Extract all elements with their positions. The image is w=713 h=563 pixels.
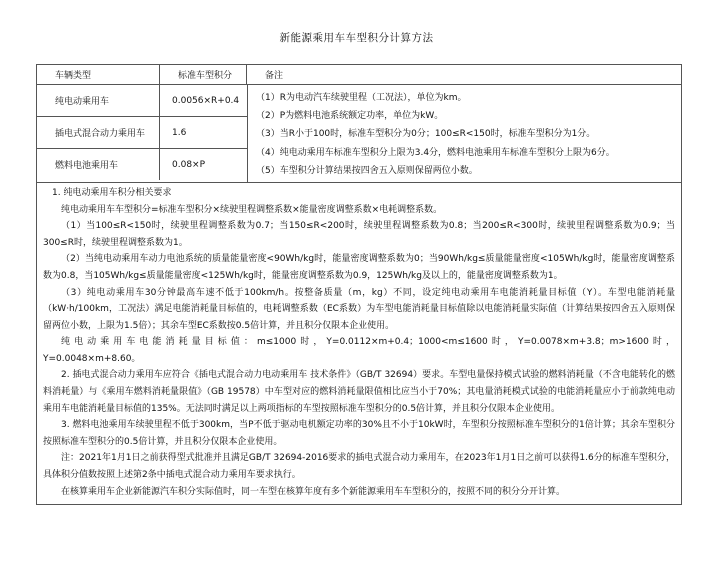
- paragraph: 在核算乘用车企业新能源汽车积分实际值时，同一车型在核算年度有多个新能源乘用车车型积分的，按照不同的积分分开计算。: [61, 486, 566, 497]
- scoring-document: [36, 64, 682, 505]
- note-line: （5）车型积分计算结果按四舍五入原则保留两位小数。: [256, 165, 478, 176]
- note-line: （1）R为电动汽车续驶里程（工况法），单位为km。: [256, 93, 467, 103]
- table-row: [37, 85, 247, 117]
- paragraph: （1）当100≤R<150时，续驶里程调整系数为0.7；当150≤R<200时，续驶里程调整系数为0.8；当200≤R<300时，续驶里程调整系数为0.9；当300≤R时，续驶里程调整系数为1。: [43, 221, 675, 248]
- vehicle-rows: [37, 85, 248, 182]
- header-notes: 备注: [265, 71, 284, 81]
- vehicle-type-cell: 纯电动乘用车: [37, 85, 160, 116]
- paragraph: 纯电动乘用车电能消耗量目标值：m≤1000时，Y=0.0112×m+0.4；1000<m≤1600时，Y=0.0078×m+3.8；m>1600时，Y=0.0048×m+8.60。: [43, 337, 675, 364]
- header-standard-score: 标准车型积分: [160, 65, 247, 84]
- paragraph: 纯电动乘用车车型积分=标准车型积分×续驶里程调整系数×能量密度调整系数×电耗调整系数。: [61, 204, 443, 215]
- table-row: [37, 149, 247, 180]
- score-formula-cell: 1.6: [172, 127, 187, 138]
- notes-cell: [248, 85, 681, 182]
- paragraph: 2. 插电式混合动力乘用车应符合《插电式混合动力电动乘用车 技术条件》（GB/T 32694）要求。车型电量保持模式试验的燃料消耗量（不含电能转化的燃料消耗量）与《乘用车燃料消耗量限值》（GB 19578）中车型对应的燃料消耗量限值相比应当小于70%；其电量消耗模式试验的电能消耗量应小于前款纯电动乘用车电能消耗量目标值的135%。无法同时满足以上两项指标的车型按照标准车型积分的0.5倍计算，并且积分仅限本企业使用。: [43, 370, 675, 414]
- paragraph: 3. 燃料电池乘用车续驶里程不低于300km，当P不低于驱动电机额定功率的30%且不小于10kW时，车型积分按照标准车型积分的1倍计算；其余车型积分按照标准车型积分的0.5倍计算，并且积分仅限本企业使用。: [43, 420, 675, 447]
- section-heading: 1. 纯电动乘用车积分相关要求: [52, 187, 172, 198]
- table-header-row: [37, 65, 681, 85]
- note-line: （2）P为燃料电池系统额定功率，单位为kW。: [256, 111, 444, 122]
- note-line: （3）当R小于100时，标准车型积分为0分；100≤R<150时，标准车型积分为1分。: [256, 129, 596, 140]
- vehicle-type-cell: 燃料电池乘用车: [37, 149, 160, 180]
- table-body: [37, 85, 681, 183]
- page-title: 新能源乘用车车型积分计算方法: [279, 32, 434, 44]
- table-row: [37, 117, 247, 149]
- paragraph: （2）当纯电动乘用车动力电池系统的质量能量密度<90Wh/kg时，能量密度调整系数为0；当90Wh/kg≤质量能量密度<105Wh/kg时，能量密度调整系数为0.8，当105Wh/kg≤质量能量密度<125Wh/kg时，能量密度调整系数为0.9，125Wh/kg及以上的，能量密度调整系数为1。: [43, 254, 675, 281]
- paragraph: 注：2021年1月1日之前获得型式批准并且满足GB/T 32694-2016要求的插电式混合动力乘用车，在2023年1月1日之前可以获得1.6分的标准车型积分，具体积分值数按照上述第2条中插电式混合动力乘用车要求执行。: [43, 453, 675, 481]
- paragraph: （3）纯电动乘用车30分钟最高车速不低于100km/h。按整备质量（m，kg）不同，设定纯电动乘用车电能消耗量目标值（Y）。车型电能消耗量（kW·h/100km，工况法）满足电能消耗量目标值的，电耗调整系数（EC系数）为车型电能消耗量目标值除以电能消耗量实际值（计算结果按四舍五入原则保留两位小数，上限为1.5倍）；其余车型EC系数按0.5倍计算，并且积分仅限本企业使用。: [43, 287, 675, 331]
- score-formula-cell: 0.0056×R+0.4: [172, 95, 240, 106]
- vehicle-type-cell: 插电式混合动力乘用车: [37, 117, 160, 148]
- header-vehicle-type: 车辆类型: [37, 65, 160, 84]
- requirements-text: [37, 183, 681, 504]
- note-line: （4）纯电动乘用车标准车型积分上限为3.4分，燃料电池乘用车标准车型积分上限为6分。: [256, 147, 615, 158]
- score-formula-cell: 0.08×P: [172, 159, 206, 170]
